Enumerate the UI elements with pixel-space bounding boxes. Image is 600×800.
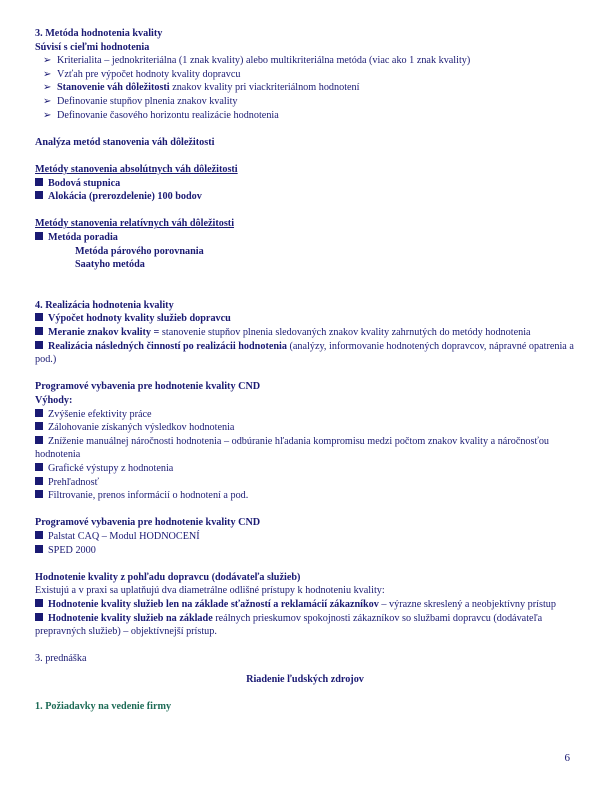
list-item-text: Alokácia (prerozdelenie) 100 bodov — [48, 191, 202, 203]
list-item-text: Definovanie časového horizontu realizácie hodnotenia — [57, 109, 279, 121]
list-item-text: SPED 2000 — [48, 544, 96, 556]
section4-title: 4. Realizácia hodnotenia kvality — [35, 299, 174, 311]
list-item-text: Prehľadnosť — [48, 476, 99, 488]
software-advantages-subtitle: Výhody: — [35, 395, 73, 407]
arrow-bullet-icon: ➢ — [43, 82, 52, 94]
list-item — [35, 326, 575, 340]
square-bullet-icon — [35, 463, 43, 471]
square-bullet-icon — [35, 313, 43, 321]
list-item-text: reálnych prieskumov spokojnosti zákazníkov so službami dopravcu (dodávateľa prepravných služieb) – objektívnejší prístup. — [35, 612, 543, 638]
list-item-bold: Hodnotenie kvality služieb len na základe sťažností a reklamácií zákazníkov — [48, 598, 379, 610]
list-item-text: Vzťah pre výpočet hodnoty kvality dopravcu — [57, 68, 241, 80]
document-page — [35, 27, 575, 714]
list-item — [35, 530, 575, 544]
list-item — [35, 95, 575, 109]
list-item — [35, 435, 575, 462]
list-item-text: Filtrovanie, prenos informácií o hodnotení a pod. — [48, 490, 249, 502]
list-item — [35, 68, 575, 82]
section1-heading: 1. Požiadavky na vedenie firmy — [35, 701, 172, 713]
square-bullet-icon — [35, 545, 43, 553]
lecture-label: 3. prednáška — [35, 653, 87, 665]
list-item-text: znakov kvality pri viackriteriálnom hodnotení — [169, 82, 360, 94]
square-bullet-icon — [35, 436, 43, 444]
list-item-text: Metóda poradia — [48, 231, 118, 243]
square-bullet-icon — [35, 178, 43, 186]
sub-list-item: Saatyho metóda — [75, 259, 145, 271]
arrow-bullet-icon: ➢ — [43, 68, 52, 80]
software-advantages-title: Programové vybavenia pre hodnotenie kvality CND — [35, 381, 261, 393]
arrow-bullet-icon: ➢ — [43, 95, 52, 107]
square-bullet-icon — [35, 613, 43, 621]
list-item — [35, 54, 575, 68]
list-item-bold: Hodnotenie kvality služieb na základe — [48, 612, 213, 624]
section3-subtitle: Súvisí s cieľmi hodnotenia — [35, 41, 150, 53]
list-item-text: Zálohovanie získaných výsledkov hodnotenia — [48, 422, 235, 434]
list-item-text: Bodová stupnica — [48, 177, 121, 189]
square-bullet-icon — [35, 477, 43, 485]
square-bullet-icon — [35, 341, 43, 349]
list-item-text: – výrazne skreslený a neobjektívny prístup — [378, 598, 556, 610]
square-bullet-icon — [35, 327, 43, 335]
list-item-text: stanovenie stupňov plnenia sledovaných znakov kvality zahrnutých do metódy hodnotenia — [159, 327, 531, 339]
square-bullet-icon — [35, 422, 43, 430]
section3-title: 3. Metóda hodnotenia kvality — [35, 28, 163, 39]
list-item-bold: Realizácia následných činností po realizácii hodnotenia — [48, 340, 287, 352]
square-bullet-icon — [35, 191, 43, 199]
list-item — [35, 462, 575, 476]
list-item — [35, 312, 575, 326]
list-item — [35, 340, 575, 367]
lecture-heading: Riadenie ľudských zdrojov — [246, 673, 364, 685]
list-item-text: Palstat CAQ – Modul HODNOCENÍ — [48, 530, 200, 542]
list-item — [35, 598, 575, 612]
square-bullet-icon — [35, 599, 43, 607]
analysis-title: Analýza metód stanovenia váh dôležitosti — [35, 136, 215, 148]
list-item — [35, 476, 575, 490]
list-item — [35, 81, 575, 95]
list-item-text: Definovanie stupňov plnenia znakov kvality — [57, 95, 238, 107]
list-item-text: Zníženie manuálnej náročnosti hodnotenia – odbúranie hľadania kompromisu medzi počtom znakov kvality a náročnosťou hodnotenia — [35, 435, 550, 461]
page-number: 6 — [564, 752, 570, 764]
list-item-text: Kriterialita – jednokriteriálna (1 znak kvality) alebo multikriteriálna metóda (viac ako 1 znak kvality) — [57, 55, 471, 67]
arrow-bullet-icon: ➢ — [43, 55, 52, 67]
list-item-text: Grafické výstupy z hodnotenia — [48, 463, 174, 474]
list-item — [35, 489, 575, 503]
list-item-text: (analýzy, informovanie hodnotených dopravcov, nápravné opatrenia a pod.) — [35, 340, 574, 366]
list-item — [35, 421, 575, 435]
list-item — [35, 190, 575, 204]
list-item — [35, 109, 575, 123]
relative-methods-title: Metódy stanovenia relatívnych váh dôležitosti — [35, 218, 235, 230]
square-bullet-icon — [35, 490, 43, 498]
list-item — [35, 231, 575, 245]
list-item — [35, 612, 575, 639]
square-bullet-icon — [35, 409, 43, 417]
list-item-text: Zvýšenie efektivity práce — [48, 408, 152, 420]
list-item — [35, 408, 575, 422]
list-item — [35, 177, 575, 191]
square-bullet-icon — [35, 232, 43, 240]
absolute-methods-title: Metódy stanovenia absolútnych váh dôležitosti — [35, 163, 238, 175]
square-bullet-icon — [35, 531, 43, 539]
list-item-text: Výpočet hodnoty kvality služieb dopravcu — [48, 313, 231, 325]
sub-list-item: Metóda párového porovnania — [75, 245, 204, 257]
software-list-title: Programové vybavenia pre hodnotenie kvality CND — [35, 517, 261, 529]
carrier-evaluation-intro: Existujú a v praxi sa uplatňujú dva diametrálne odlišné prístupy k hodnoteniu kvality: — [35, 585, 385, 597]
arrow-bullet-icon: ➢ — [43, 109, 52, 121]
list-item-bold: Stanovenie váh dôležitosti — [57, 82, 170, 94]
carrier-evaluation-title: Hodnotenie kvality z pohľadu dopravcu (dodávateľa služieb) — [35, 571, 301, 583]
list-item-bold: Meranie znakov kvality = — [48, 327, 160, 339]
list-item — [35, 544, 575, 558]
section3-bullet-list — [35, 54, 575, 122]
